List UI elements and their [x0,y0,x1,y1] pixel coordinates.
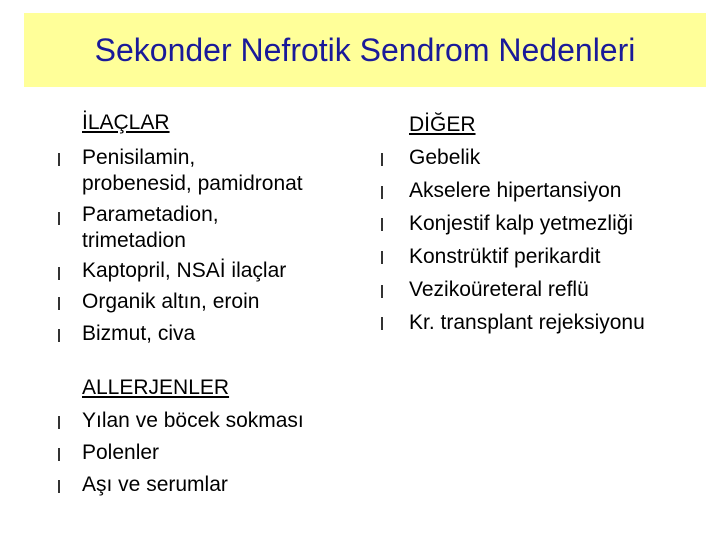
drug-item: Parametadion, [82,203,219,226]
other-item: Kr. transplant rejeksiyonu [409,311,645,334]
bullet-icon [58,153,60,166]
title-bar [24,13,706,87]
bullet-icon [381,317,383,330]
allergens-heading: ALLERJENLER [82,376,230,399]
bullet-icon [58,416,60,429]
drug-item: Bizmut, civa [82,322,196,345]
bullet-icon [58,480,60,493]
slide-title: Sekonder Nefrotik Sendrom Nedenleri [94,32,636,68]
other-item: Konjestif kalp yetmezliği [409,212,634,235]
bullet-icon [381,218,383,231]
drug-item: Organik altın, eroin [82,290,260,313]
allergen-item: Yılan ve böcek sokması [82,409,304,432]
bullet-icon [58,212,60,225]
bullet-icon [58,448,60,461]
allergen-item: Polenler [82,441,160,464]
allergen-item: Aşı ve serumlar [82,473,228,496]
bullet-icon [381,186,383,199]
bullet-icon [381,285,383,298]
other-item: Konstrüktif perikardit [409,245,601,268]
drug-item: Penisilamin, [82,146,196,169]
other-heading: DİĞER [409,113,476,136]
other-item: Vezikoüreteral reflü [409,278,589,301]
other-item: Gebelik [409,146,481,169]
drug-item: Kaptopril, NSAİ ilaçlar [82,259,287,282]
bullet-icon [58,297,60,310]
bullet-icon [381,153,383,166]
other-item: Akselere hipertansiyon [409,179,622,202]
bullet-icon [58,267,60,280]
bullet-icon [381,251,383,264]
drug-item-cont: probenesid, pamidronat [82,172,303,195]
drugs-heading: İLAÇLAR [82,111,170,134]
drug-item-cont: trimetadion [82,229,186,252]
bullet-icon [58,329,60,342]
